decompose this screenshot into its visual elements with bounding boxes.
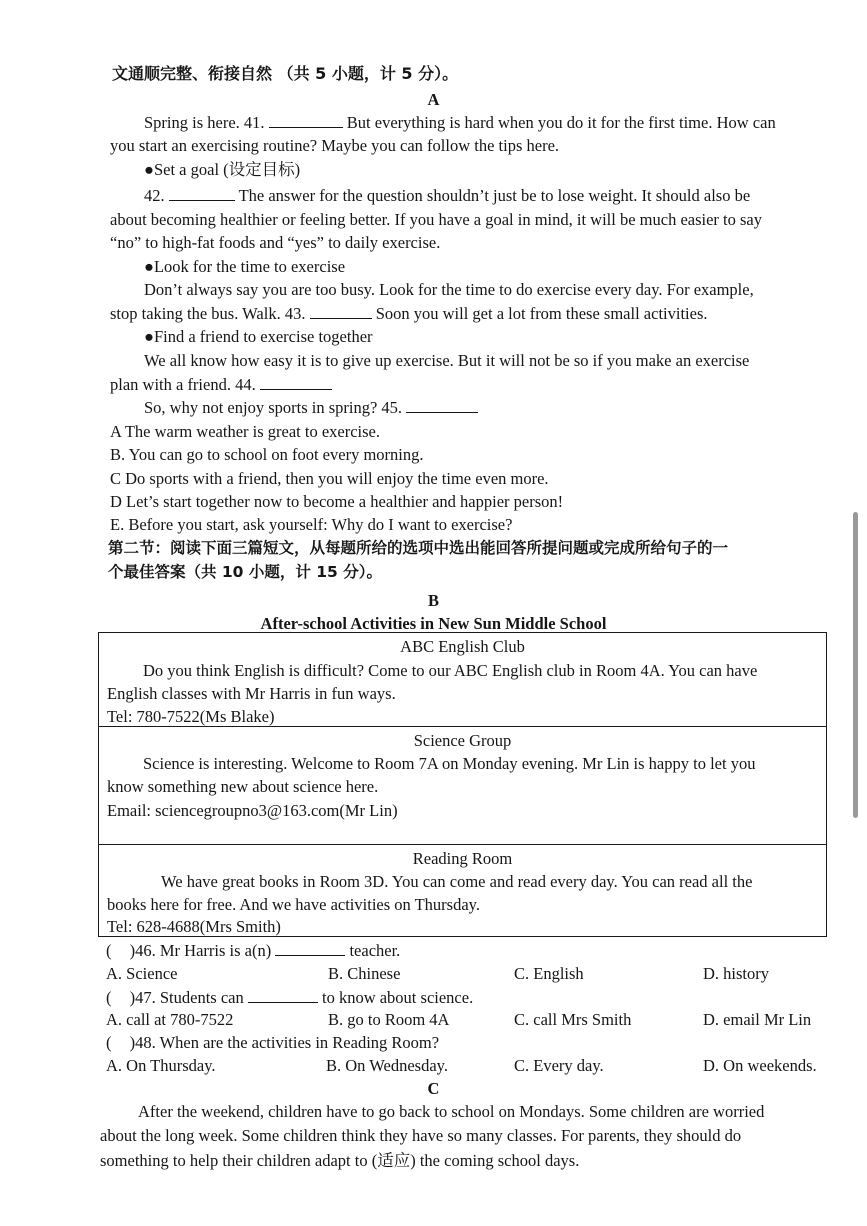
club-box-english (98, 632, 827, 727)
q46-option-b[interactable]: B. Chinese (328, 964, 401, 983)
tip-heading-find-time: ●Look for the time to exercise (144, 257, 346, 276)
tip-heading-find-friend: ●Find a friend to exercise together (144, 327, 373, 346)
club-name: ABC English Club (400, 637, 525, 656)
passage-a-paragraph-4: We all know how easy it is to give up exercise. But it will not be so if you make an exercise (144, 351, 750, 370)
passage-c-line: about the long week. Some children think they have so many classes. For parents, they should do (100, 1126, 742, 1145)
option-e: E. Before you start, ask yourself: Why do I want to exercise? (110, 515, 513, 534)
vertical-scrollbar[interactable] (853, 512, 858, 818)
passage-a-line: plan with a friend. 44. (110, 373, 332, 397)
q46-option-c[interactable]: C. English (514, 964, 584, 983)
club-contact: Tel: 628-4688(Mrs Smith) (107, 917, 281, 936)
club-name: Science Group (413, 731, 512, 750)
option-b: B. You can go to school on foot every morning. (110, 445, 424, 464)
passage-c-letter: C (427, 1079, 440, 1098)
passage-a-line: stop taking the bus. Walk. 43. Soon you will get a lot from these small activities. (110, 304, 708, 323)
club-name: Reading Room (412, 849, 513, 868)
question-47: ( )47. Students can to know about science. (106, 988, 474, 1007)
q47-option-d[interactable]: D. email Mr Lin (703, 1010, 812, 1029)
q47-option-b[interactable]: B. go to Room 4A (328, 1010, 450, 1029)
passage-c-paragraph: After the weekend, children have to go back to school on Mondays. Some children are worried (138, 1102, 765, 1121)
passage-a-paragraph-3: Don’t always say you are too busy. Look for the time to do exercise every day. For example, (144, 280, 754, 299)
club-contact: Email: sciencegroupno3@163.com(Mr Lin) (107, 801, 398, 820)
passage-c-line: something to help their children adapt to (适应) the coming school days. (100, 1151, 580, 1170)
passage-a-line: “no” to high-fat foods and “yes” to daily exercise. (110, 233, 441, 252)
club-description: know something new about science here. (107, 777, 379, 796)
passage-b-title: After-school Activities in New Sun Middle School (260, 614, 607, 633)
option-a: A The warm weather is great to exercise. (110, 422, 381, 441)
q48-option-c[interactable]: C. Every day. (514, 1056, 604, 1075)
club-description: English classes with Mr Harris in fun ways. (107, 684, 396, 703)
q48-option-a[interactable]: A. On Thursday. (106, 1056, 216, 1075)
passage-a-line: you start an exercising routine? Maybe you can follow the tips here. (110, 136, 560, 155)
club-contact: Tel: 780-7522(Ms Blake) (107, 707, 275, 726)
q48-option-b[interactable]: B. On Wednesday. (326, 1056, 448, 1075)
q47-option-c[interactable]: C. call Mrs Smith (514, 1010, 632, 1029)
section-2-heading-cont: 个最佳答案（共 10 小题，计 15 分）。 (108, 563, 382, 581)
blank-47[interactable] (248, 988, 318, 1003)
instruction-heading: 文通顺完整、衔接自然 （共 5 小题，计 5 分）。 (112, 64, 459, 83)
blank-41[interactable] (269, 113, 343, 128)
q46-option-d[interactable]: D. history (703, 964, 769, 983)
option-d: D Let’s start together now to become a healthier and happier person! (110, 492, 564, 511)
passage-a-paragraph-1: Spring is here. 41. But everything is hard when you do it for the first time. How can (144, 113, 776, 132)
club-box-science (98, 726, 827, 845)
club-description: books here for free. And we have activities on Thursday. (107, 895, 480, 914)
blank-43[interactable] (310, 304, 372, 319)
club-description: We have great books in Room 3D. You can come and read every day. You can read all the (161, 872, 753, 891)
blank-42[interactable] (169, 186, 235, 201)
blank-44[interactable] (260, 375, 332, 390)
passage-a-paragraph-2: 42. The answer for the question shouldn’t just be to lose weight. It should also be (144, 186, 751, 205)
club-description: Do you think English is difficult? Come to our ABC English club in Room 4A. You can have (143, 661, 758, 680)
passage-b-letter: B (427, 591, 439, 610)
question-48: ( )48. When are the activities in Reading Room? (106, 1033, 440, 1052)
passage-a-letter: A (427, 90, 440, 109)
q46-option-a[interactable]: A. Science (106, 964, 178, 983)
passage-a-paragraph-5: So, why not enjoy sports in spring? 45. (144, 396, 478, 420)
club-description: Science is interesting. Welcome to Room 7A on Monday evening. Mr Lin is happy to let you (143, 754, 756, 773)
option-c: C Do sports with a friend, then you will enjoy the time even more. (110, 469, 549, 488)
blank-46[interactable] (275, 941, 345, 956)
tip-heading-set-goal: ●Set a goal (设定目标) (144, 160, 301, 179)
question-46: ( )46. Mr Harris is a(n) teacher. (106, 941, 401, 960)
q48-option-d[interactable]: D. On weekends. (703, 1056, 817, 1075)
blank-45[interactable] (406, 398, 478, 413)
passage-a-line: about becoming healthier or feeling better. If you have a goal in mind, it will be much easier to say (110, 210, 763, 229)
section-2-heading: 第二节：阅读下面三篇短文，从每题所给的选项中选出能回答所提问题或完成所给句子的一 (108, 539, 729, 557)
club-box-reading (98, 844, 827, 937)
q47-option-a[interactable]: A. call at 780-7522 (106, 1010, 234, 1029)
